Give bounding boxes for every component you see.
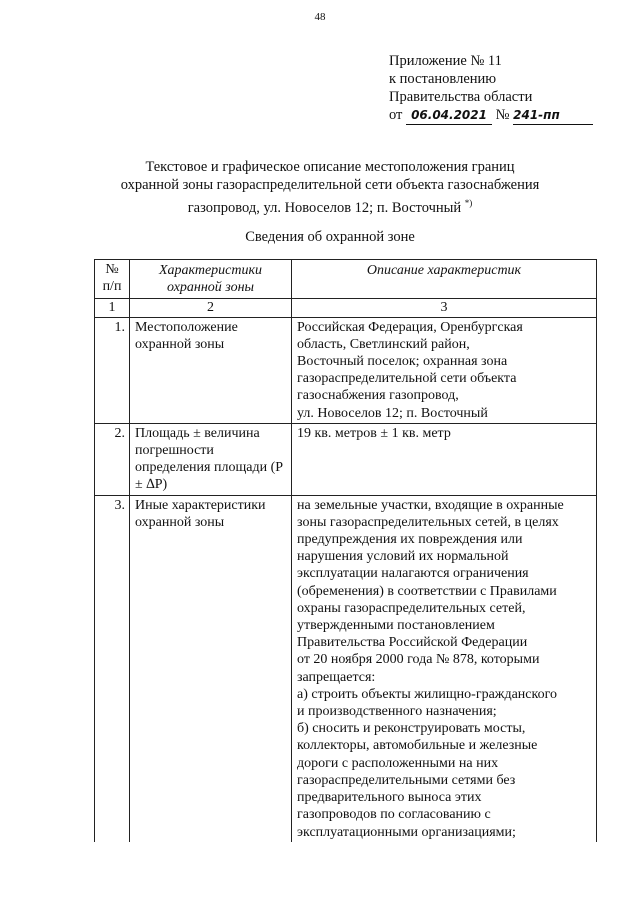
column-number-2: 2 [130,299,292,317]
footnote-mark: *) [464,198,473,208]
appendix-title: Приложение № 11 [389,53,502,69]
row-description: Российская Федерация, Оренбургская область, Светлинский район, Восточный поселок; охранная зона газораспределительной сети объекта газоснабжения газопровод, ул. Новоселов 12; п. Восточный [292,317,597,423]
row-characteristic: Иные характеристики охранной зоны [130,495,292,842]
header-number: № п/п [95,260,130,299]
number-prefix: № [495,107,510,123]
appendix-block [389,52,593,125]
title-line-1: Текстовое и графическое описание местоположения границ [145,159,515,175]
column-number-1: 1 [95,299,130,317]
table-row [95,495,597,842]
table-header-row [95,260,597,299]
title-line-2: охранной зоны газораспределительной сети объекта газоснабжения [120,177,540,193]
header-description: Описание характеристик [292,260,597,299]
row-number: 1. [95,317,130,423]
handwritten-date: 06.04.2021 [406,106,492,125]
table-row [95,317,597,423]
table-row [95,423,597,495]
row-description: на земельные участки, входящие в охранные зоны газораспределительных сетей, в целях предупреждения их повреждения или нарушения условий их нормальной эксплуатации налагаются ограничения (обременения) в соответствии с Правилами охраны газораспределительных сетей, утвержденными постановлением Правительства Российской Федерации от 20 ноября 2000 года № 878, которыми запрещается: а) строить объекты жилищно-гражданского и производственного назначения; б) сносить и реконструировать мосты, коллекторы, автомобильные и железные дороги с расположенными на них газораспределительными сетями без предварительного выноса этих газопроводов по согласованию с эксплуатационными организациями; [292,495,597,842]
header-characteristics: Характеристики охранной зоны [130,260,292,299]
column-number-3: 3 [292,299,597,317]
section-subtitle: Сведения об охранной зоне [245,229,415,245]
row-number: 3. [95,495,130,842]
appendix-government: Правительства области [389,89,533,105]
row-description: 19 кв. метров ± 1 кв. метр [292,423,597,495]
appendix-resolution: к постановлению [389,71,497,87]
date-prefix: от [389,107,403,123]
appendix-date-line [389,106,593,125]
row-number: 2. [95,423,130,495]
protection-zone-table [94,259,597,842]
document-title [60,158,600,217]
handwritten-number: 241-пп [513,106,593,125]
title-line-3: газопровод, ул. Новоселов 12; п. Восточный *) [187,198,473,216]
column-number-row [95,299,597,317]
row-characteristic: Местоположение охранной зоны [130,317,292,423]
page-number: 48 [314,11,326,23]
row-characteristic: Площадь ± величина погрешности определения площади (Р ± ∆Р) [130,423,292,495]
